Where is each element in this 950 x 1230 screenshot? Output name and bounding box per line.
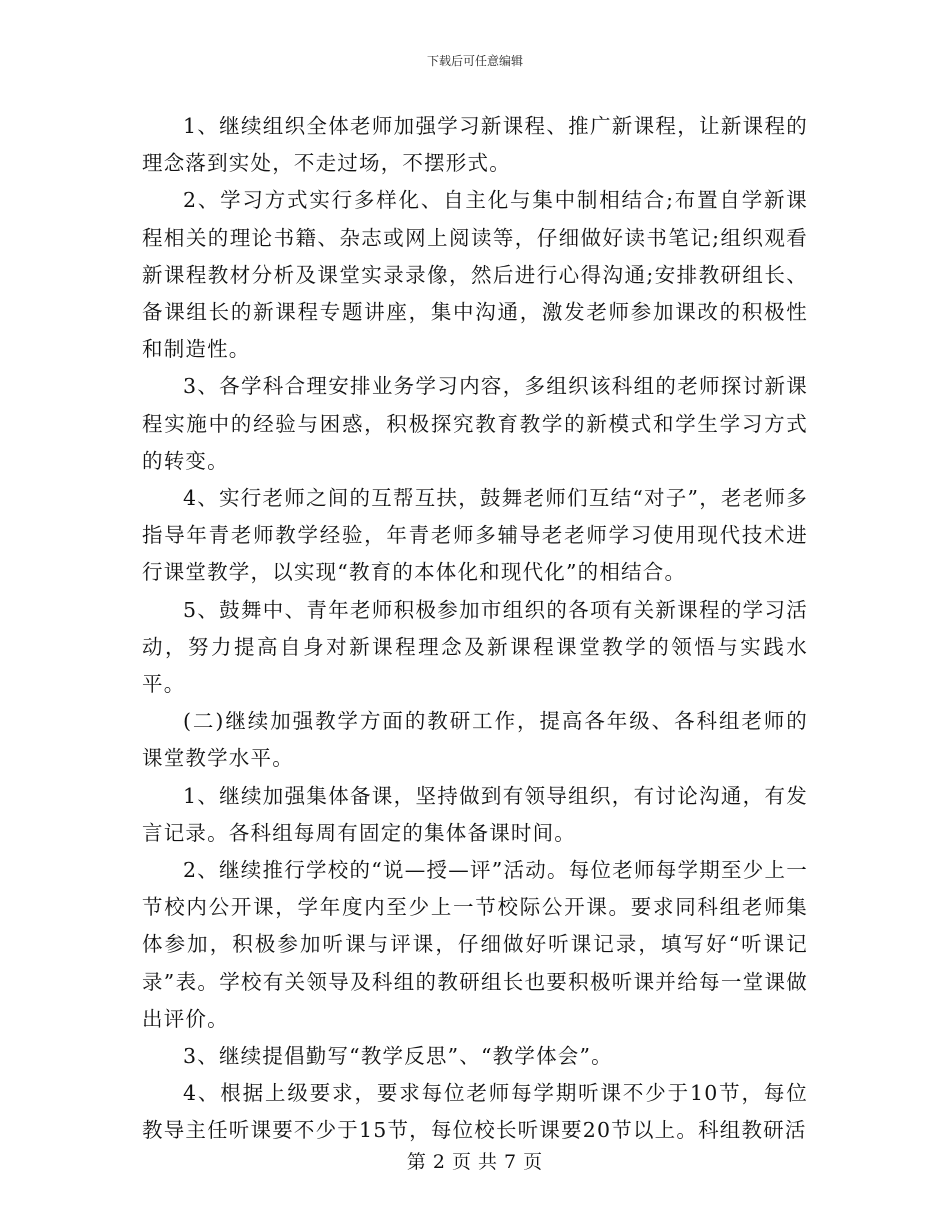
paragraph: 3、各学科合理安排业务学习内容，多组织该科组的老师探讨新课程实施中的经验与困惑，积极探究教育教学的新模式和学生学习方式的转变。 xyxy=(142,374,808,473)
paragraph: 2、继续推行学校的“说—授—评”活动。每位老师每学期至少上一节校内公开课，学年度内至少上一节校际公开课。要求同科组老师集体参加，积极参加听课与评课，仔细做好听课记录，填写好“听课记录”表。学校有关领导及科组的教研组长也要积极听课并给每一堂课做出评价。 xyxy=(142,858,808,1031)
paragraph: 3、继续提倡勤写“教学反思”、“教学体会”。 xyxy=(183,1044,613,1069)
total-page-number: 7 xyxy=(504,1151,518,1173)
paragraph: 5、鼓舞中、青年老师积极参加市组织的各项有关新课程的学习活动，努力提高自身对新课程理念及新课程课堂教学的领悟与实践水平。 xyxy=(142,597,808,697)
page-footer xyxy=(0,1150,950,1174)
paragraph: 2、学习方式实行多样化、自主化与集中制相结合;布置自学新课程相关的理论书籍、杂志或网上阅读等，仔细做好读书笔记;组织观看新课程教材分析及课堂实录录像，然后进行心得沟通;安排教研组长、备课组长的新课程专题讲座，集中沟通，激发老师参加课改的积极性和制造性。 xyxy=(142,188,808,362)
footer-label-ye-2: 页 xyxy=(523,1151,544,1173)
current-page-number: 2 xyxy=(432,1151,446,1173)
footer-label-di: 第 xyxy=(406,1151,427,1173)
body-text xyxy=(142,108,808,1150)
header-note: 下载后可任意编辑 xyxy=(426,54,523,68)
paragraph: 4、实行老师之间的互帮互扶，鼓舞老师们互结“对子”，老老师多指导年青老师教学经验，年青老师多辅导老老师学习使用现代技术进行课堂教学，以实现“教育的本体化和现代化”的相结合。 xyxy=(142,486,808,585)
footer-label-ye: 页 xyxy=(451,1151,472,1173)
paragraph: 1、继续加强集体备课，坚持做到有领导组织，有讨论沟通，有发言记录。各科组每周有固定的集体备课时间。 xyxy=(142,783,808,845)
footer-label-gong: 共 xyxy=(478,1151,499,1173)
paragraph: 1、继续组织全体老师加强学习新课程、推广新课程，让新课程的理念落到实处，不走过场，不摆形式。 xyxy=(142,114,808,176)
paragraph: 4、根据上级要求，要求每位老师每学期听课不少于10节，每位教导主任听课要不少于15节，每位校长听课要20节以上。科组教研活 xyxy=(142,1081,808,1143)
section-heading: (二)继续加强教学方面的教研工作，提高各年级、各科组老师的课堂教学水平。 xyxy=(142,709,808,771)
